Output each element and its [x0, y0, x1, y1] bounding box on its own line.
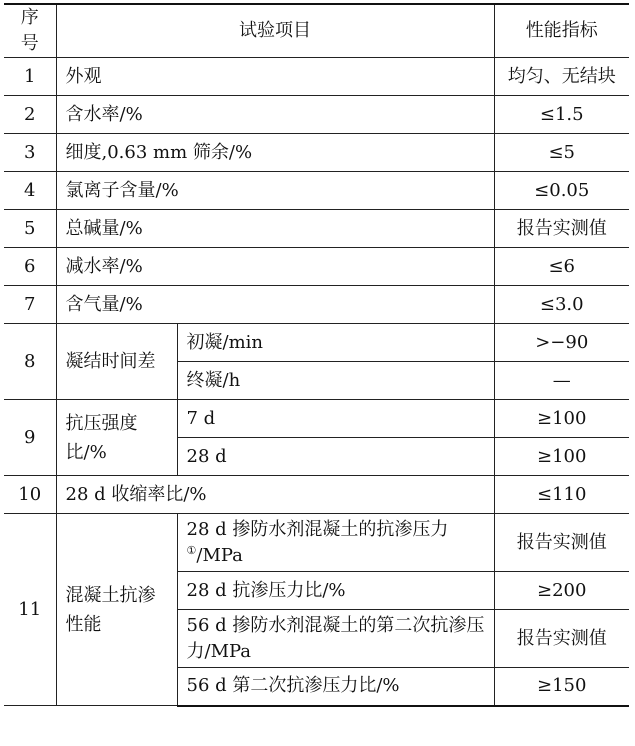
row-value: ≤1.5	[494, 96, 629, 134]
row-index: 9	[4, 400, 56, 476]
row-index: 8	[4, 324, 56, 400]
subitem-unit: /MPa	[196, 544, 243, 566]
row-value: ≤110	[494, 476, 629, 514]
header-index: 序号	[4, 4, 56, 58]
header-indicator: 性能指标	[494, 4, 629, 58]
row-value: ≤6	[494, 248, 629, 286]
row-subitem: 56 d 掺防水剂混凝土的第二次抗渗压力/MPa	[177, 610, 494, 668]
row-value: >−90	[494, 324, 629, 362]
row-value: ≤3.0	[494, 286, 629, 324]
row-item: 含水率/%	[56, 96, 494, 134]
row-value: —	[494, 362, 629, 400]
row-item: 外观	[56, 58, 494, 96]
row-index: 10	[4, 476, 56, 514]
performance-table	[4, 3, 629, 707]
row-item: 细度,0.63 mm 筛余/%	[56, 134, 494, 172]
row-index: 4	[4, 172, 56, 210]
table-row	[4, 286, 629, 324]
row-value: 报告实测值	[494, 210, 629, 248]
row-value: 报告实测值	[494, 514, 629, 572]
row-value: 报告实测值	[494, 610, 629, 668]
row-subitem: 初凝/min	[177, 324, 494, 362]
row-index: 3	[4, 134, 56, 172]
row-index: 11	[4, 514, 56, 706]
subitem-text: 28 d 掺防水剂混凝土的抗渗压力	[186, 518, 449, 540]
row-group: 混凝土抗渗性能	[56, 514, 177, 706]
row-group: 抗压强度比/%	[56, 400, 177, 476]
row-value: ≥150	[494, 668, 629, 706]
row-value: ≥100	[494, 438, 629, 476]
row-index: 1	[4, 58, 56, 96]
row-index: 2	[4, 96, 56, 134]
table-row	[4, 248, 629, 286]
row-item: 氯离子含量/%	[56, 172, 494, 210]
row-index: 7	[4, 286, 56, 324]
row-subitem: 7 d	[177, 400, 494, 438]
table-row	[4, 210, 629, 248]
footnote-marker: ①	[186, 543, 197, 557]
table-row	[4, 514, 629, 572]
row-value: ≥200	[494, 572, 629, 610]
row-index: 5	[4, 210, 56, 248]
row-item: 总碱量/%	[56, 210, 494, 248]
row-subitem: 28 d	[177, 438, 494, 476]
row-item: 28 d 收缩率比/%	[56, 476, 494, 514]
table-row	[4, 58, 629, 96]
table-row	[4, 324, 629, 362]
row-item: 含气量/%	[56, 286, 494, 324]
row-subitem: 56 d 第二次抗渗压力比/%	[177, 668, 494, 706]
row-value: ≤5	[494, 134, 629, 172]
table-row	[4, 400, 629, 438]
row-value: ≤0.05	[494, 172, 629, 210]
header-item: 试验项目	[56, 4, 494, 58]
row-index: 6	[4, 248, 56, 286]
table-row	[4, 96, 629, 134]
row-value: ≥100	[494, 400, 629, 438]
table-row	[4, 172, 629, 210]
table-header-row	[4, 4, 629, 58]
row-group: 凝结时间差	[56, 324, 177, 400]
row-item: 减水率/%	[56, 248, 494, 286]
row-value: 均匀、无结块	[494, 58, 629, 96]
table-row	[4, 134, 629, 172]
row-subitem: 28 d 抗渗压力比/%	[177, 572, 494, 610]
table-row	[4, 476, 629, 514]
row-subitem: 终凝/h	[177, 362, 494, 400]
row-subitem	[177, 514, 494, 572]
